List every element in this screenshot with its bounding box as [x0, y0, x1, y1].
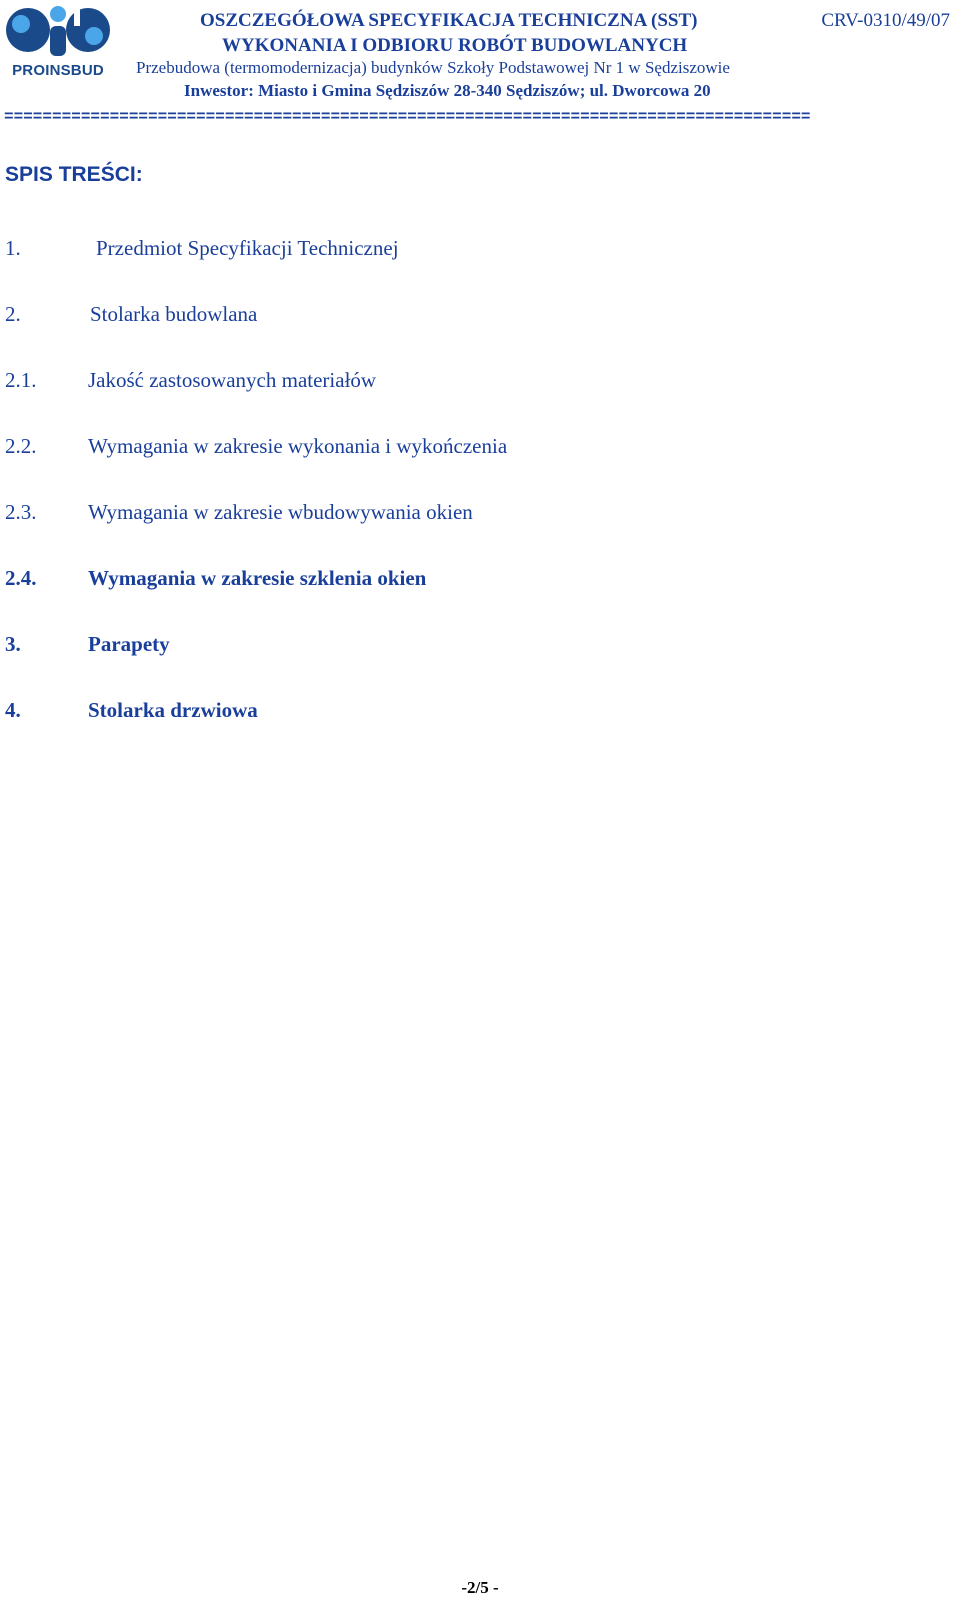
- toc-item-2: [5, 302, 258, 368]
- toc-item-2-2: [5, 434, 508, 500]
- toc-item-label: Parapety: [88, 632, 170, 656]
- toc-item-number: 1.: [5, 236, 21, 260]
- toc-item-number: 2.3.: [5, 500, 37, 524]
- toc-item-4: [5, 698, 258, 764]
- toc-item-number: 4.: [5, 698, 21, 722]
- table-of-contents: [5, 236, 508, 764]
- page-number: -2/5 -: [461, 1578, 499, 1597]
- document-code: CRV-0310/49/07: [821, 10, 950, 31]
- toc-item-number: 2.2.: [5, 434, 37, 458]
- header-separator: ====================================================================================: [4, 110, 811, 124]
- toc-item-label: Przedmiot Specyfikacji Technicznej: [96, 236, 399, 260]
- investor-line: Inwestor: Miasto i Gmina Sędziszów 28-340 Sędziszów; ul. Dworcowa 20: [184, 81, 711, 100]
- toc-item-label: Jakość zastosowanych materiałów: [88, 368, 377, 392]
- logo-text: PROINSBUD: [12, 62, 104, 79]
- toc-item-2-4: [5, 566, 427, 632]
- toc-item-label: Stolarka drzwiowa: [88, 698, 258, 722]
- toc-item-label: Wymagania w zakresie szklenia okien: [88, 566, 427, 590]
- toc-item-2-3: [5, 500, 473, 566]
- toc-item-number: 3.: [5, 632, 21, 656]
- toc-item-label: Wymagania w zakresie wykonania i wykończenia: [88, 434, 508, 458]
- toc-item-number: 2.1.: [5, 368, 37, 392]
- toc-item-number: 2.: [5, 302, 21, 326]
- toc-heading: SPIS TREŚCI:: [5, 163, 143, 186]
- document-title: OSZCZEGÓŁOWA SPECYFIKACJA TECHNICZNA (SST): [200, 10, 698, 31]
- toc-item-label: Wymagania w zakresie wbudowywania okien: [88, 500, 473, 524]
- document-subtitle: WYKONANIA I ODBIORU ROBÓT BUDOWLANYCH: [222, 35, 688, 56]
- toc-item-1: [5, 236, 399, 302]
- toc-item-2-1: [5, 368, 377, 434]
- toc-item-number: 2.4.: [5, 566, 37, 590]
- toc-item-3: [5, 632, 170, 698]
- toc-item-label: Stolarka budowlana: [90, 302, 258, 326]
- project-name: Przebudowa (termomodernizacja) budynków Szkoły Podstawowej Nr 1 w Sędziszowie: [136, 58, 730, 77]
